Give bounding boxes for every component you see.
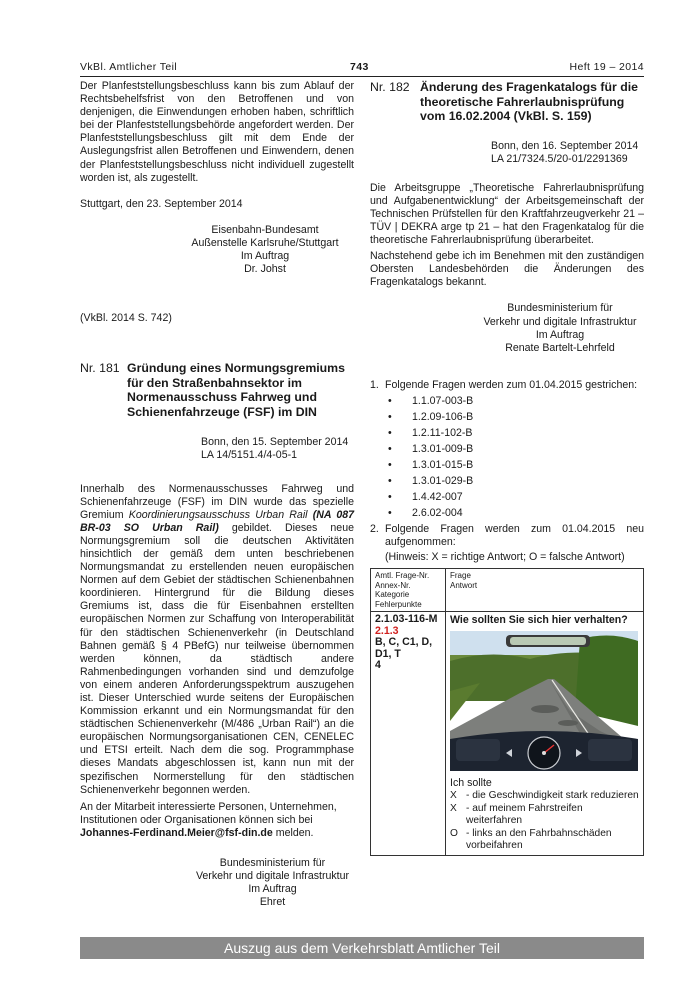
- table-header-row: [371, 569, 644, 612]
- question-text: Wie sollten Sie sich hier verhalten?: [450, 614, 628, 627]
- answer-mark: O: [450, 827, 458, 839]
- list-item: • 1.2.09-106-B: [388, 410, 474, 423]
- issue-label: Heft 19 – 2014: [569, 61, 644, 73]
- section-title: Gründung eines Normungsgremiums für den Straßenbahnsektor im Normenausschuss Fahrweg und Schienenfahrzeuge (FSF) im DIN: [127, 361, 345, 419]
- signature-line: Eisenbahn-Bundesamt: [211, 223, 319, 236]
- item-number: 1.: [370, 378, 379, 391]
- driving-scene-image: [450, 631, 638, 771]
- answer-text: - die Geschwindigkeit stark reduzieren: [466, 790, 639, 802]
- item-2: [370, 523, 644, 549]
- journal-name: VkBl. Amtlicher Teil: [80, 61, 178, 73]
- categories: B, C, C1, D, D1, T: [375, 636, 433, 660]
- table-row: [371, 612, 644, 856]
- hint-line: (Hinweis: X = richtige Antwort; O = falsche Antwort): [385, 551, 625, 564]
- signature-line: Verkehr und digitale Infrastruktur: [195, 870, 350, 883]
- signature-line: Im Auftrag: [535, 328, 585, 341]
- section-title: Änderung des Fragenkatalogs für die theoretische Fahrerlaubnisprüfung vom 16.02.2004 (VkBl. S. 159): [420, 80, 638, 123]
- answer-option: [450, 803, 639, 828]
- date-ref-181: [201, 436, 354, 462]
- date-line: Bonn, den 16. September 2014: [491, 139, 639, 152]
- answer-option: [450, 790, 639, 803]
- list-item: • 1.4.42-007: [388, 490, 463, 503]
- date-line: Bonn, den 15. September 2014: [201, 436, 349, 449]
- paragraph-1: Die Arbeitsgruppe „Theoretische Fahrerlaubnisprüfung und Aufgabenentwicklung“ der Arbeitsgemeinschaft der Technischen Prüfstellen für den Kraftfahrzeugverkehr 21 – TÜV | DEKRA arge tp 21 – hat den Fragenkatalog für die theoretische Fahrerlaubnisprüfung überarbeitet.: [370, 181, 644, 247]
- signature-block-1: [190, 224, 340, 276]
- header-rule: [80, 76, 644, 77]
- page-header: [80, 61, 644, 75]
- signature-line: Im Auftrag: [240, 250, 290, 263]
- section-number: Nr. 182: [370, 80, 410, 94]
- list-item: • 1.1.07-003-B: [388, 394, 474, 407]
- answer-text: - links an den Fahrbahnschäden vorbeifahren: [466, 827, 612, 852]
- contact-text: An der Mitarbeit interessierte Personen, Unternehmen, Institutionen oder Organisationen können sich bei: [80, 800, 337, 826]
- answer-option: [450, 828, 639, 853]
- question-cell: [446, 612, 644, 856]
- road-scene-illustration: [450, 631, 638, 771]
- item-number: 2.: [370, 522, 379, 535]
- answer-text: - auf meinem Fahrstreifen weiterfahren: [466, 802, 583, 827]
- list-item: • 1.2.11-102-B: [388, 426, 473, 439]
- page-number: 743: [350, 61, 369, 73]
- item-text: Folgende Fragen werden zum 01.04.2015 neu aufgenommen:: [385, 522, 644, 548]
- ref-line: LA 14/5151.4/4-05-1: [201, 449, 298, 462]
- contact-paragraph: [80, 801, 354, 840]
- question-table: [370, 568, 644, 856]
- section-number: Nr. 181: [80, 361, 120, 376]
- table-header-cell: Amtl. Frage-Nr. Annex-Nr. Kategorie Fehlerpunkte: [371, 569, 446, 612]
- list-item: • 1.3.01-029-B: [388, 474, 474, 487]
- list-item: • 2.6.02-004: [388, 506, 463, 519]
- answer-mark: X: [450, 790, 457, 802]
- section-heading-182: [370, 80, 644, 124]
- footer-banner: Auszug aus dem Verkehrsblatt Amtlicher Teil: [80, 937, 644, 959]
- error-points: 4: [375, 659, 381, 672]
- annex-number: 2.1.3: [375, 624, 399, 637]
- place-date: Stuttgart, den 23. September 2014: [80, 197, 243, 210]
- date-ref-182: [491, 140, 644, 166]
- signature-line: Dr. Johst: [244, 263, 286, 276]
- intro-paragraph: Der Planfeststellungsbeschluss kann bis zum Ablauf der Rechtsbehelfsfrist von den Betroffenen und von denjenigen, die Einwendungen erhoben haben, schriftlich bei der Planfeststellungsbehörde angefordert werden. Der Planfeststellungsbeschluss gilt mit dem Ende der Auslegungsfrist allen Betroffenen und Einwendern, denen der Planfeststellungsbeschluss nicht individuell zugestellt worden ist, als zugestellt.: [80, 80, 354, 184]
- contact-email-link[interactable]: Johannes-Ferdinand.Meier@fsf-din.de: [80, 826, 273, 839]
- signature-line: Außenstelle Karlsruhe/Stuttgart: [191, 236, 339, 249]
- body-bold-italic: (NA 087 BR-03 SO Urban Rail): [80, 508, 355, 534]
- table-header-cell: Frage Antwort: [446, 569, 644, 612]
- body-paragraph-181: [80, 483, 354, 797]
- ref-line: LA 21/7324.5/20-01/2291369: [491, 152, 628, 165]
- signature-line: Renate Bartelt-Lehrfeld: [505, 341, 615, 354]
- signature-block-3: [460, 302, 660, 354]
- signature-line: Verkehr und digitale Infrastruktur: [483, 315, 637, 328]
- signature-line: Im Auftrag: [248, 883, 297, 896]
- reference-742: (VkBl. 2014 S. 742): [80, 312, 172, 325]
- question-meta-cell: [371, 612, 446, 856]
- left-column: [80, 80, 354, 959]
- question-number: 2.1.03-116-M: [375, 613, 438, 626]
- list-item: • 1.3.01-015-B: [388, 458, 474, 471]
- body-text: Innerhalb des Normenausschusses Fahrweg und Schienenfahrzeuge (FSF) im DIN wurde das spezielle Gremium: [80, 482, 354, 521]
- list-item: • 1.3.01-009-B: [388, 442, 474, 455]
- right-column: [370, 80, 644, 856]
- signature-line: Ehret: [259, 896, 286, 909]
- answer-intro: Ich sollte: [450, 777, 492, 790]
- item-1: [370, 379, 644, 392]
- answer-mark: X: [450, 802, 457, 814]
- body-italic: Koordinierungsausschuss Urban Rail: [128, 508, 313, 521]
- section-heading-181: [80, 361, 354, 419]
- signature-block-2: [175, 857, 370, 909]
- signature-line: Bundesministerium für: [219, 857, 326, 870]
- deleted-codes-list: [370, 393, 644, 521]
- body-text: gebildet. Dieses neue Normungsgremium soll die deutschen Aktivitäten hinsichtlich der gemäß dem unten beschriebenen Normungsmandat zu erstellenden neuen europäischen Normen auf dem Gebiet der städtischen Schienenbahnen koordinieren. Hintergrund für die Bildung dieses Gremiums ist, dass die für Eisenbahnen erstellten europäischen Normen zur Schaffung von Interoperabilität für den städtischen Schienenverkehr (in Deutschland Bahnen gemäß § 4 PBefG) nur teilweise übernommen werden können, da städtisch andere Rahmenbedingungen vorhanden sind und demzufolge von einem anderen Anforderungsspektrum auszugehen ist. Dieser Unterschied wurde seitens der Europäischen Kommission erkannt und ein Normungsmandat für den städtischen Schienenverkehr (M/486 „Urban Rail“) an die europäischen Normungsorganisationen CEN, CENELEC und ETSI erteilt. Nach dem die sog. Programmphase dieses Mandats abgeschlossen ist, kann nun mit der spezifischen Normerstellung für den städtischen Schienenverkehr begonnen werden.: [80, 521, 354, 796]
- item-text: Folgende Fragen werden zum 01.04.2015 gestrichen:: [385, 378, 638, 391]
- contact-suffix: melden.: [272, 826, 314, 839]
- paragraph-2: Nachstehend gebe ich im Benehmen mit den zuständigen Obersten Landesbehörden die Änderungen des Fragenkatalogs bekannt.: [370, 250, 644, 289]
- signature-line: Bundesministerium für: [507, 302, 613, 315]
